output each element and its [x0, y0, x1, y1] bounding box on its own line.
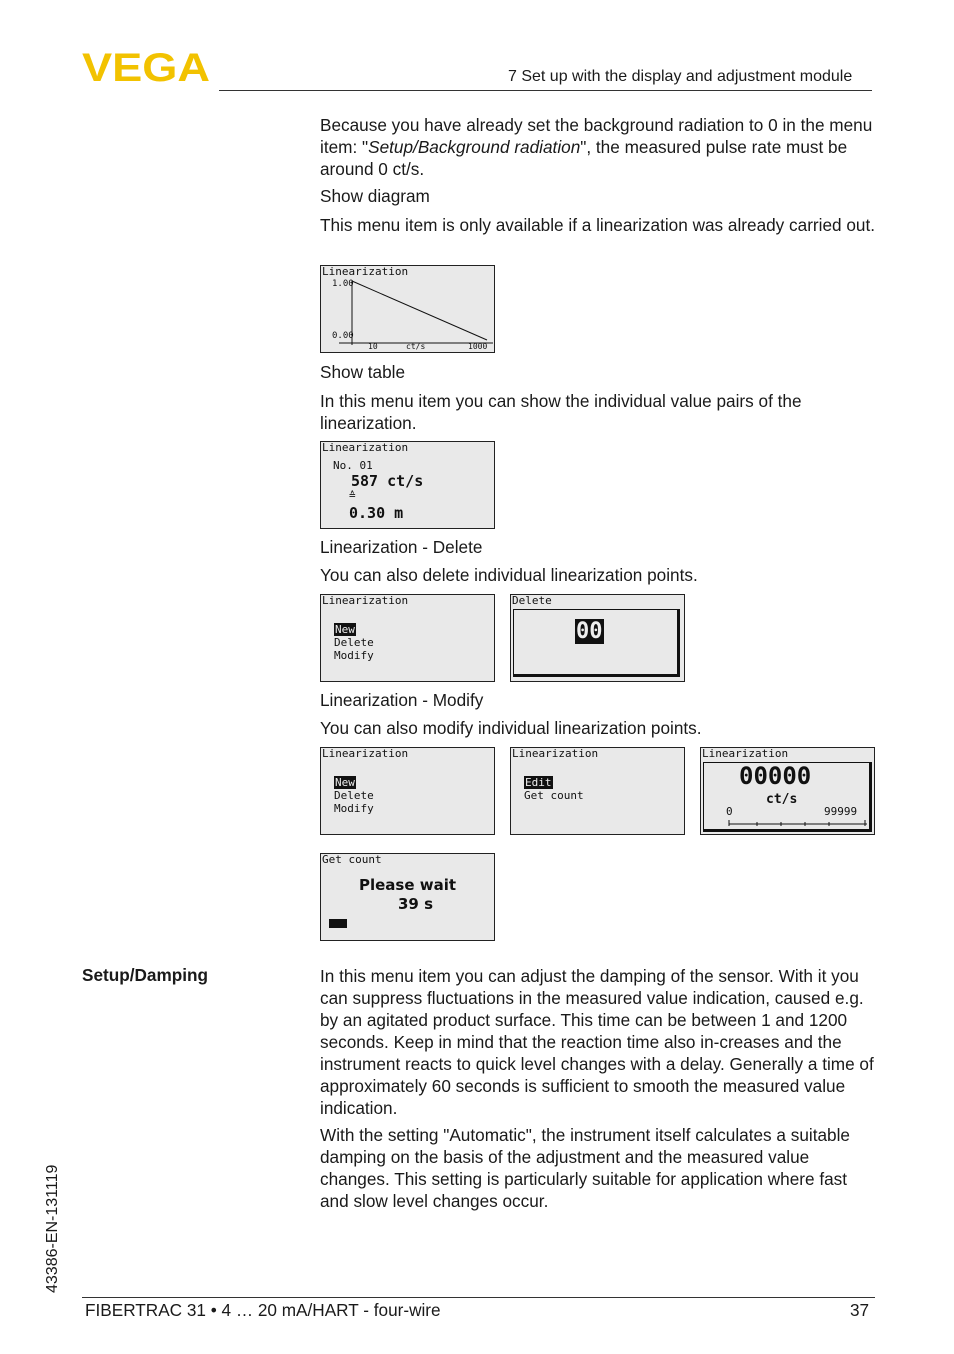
document-id: 43386-EN-131119 [44, 1164, 61, 1293]
damping-paragraph-2: With the setting "Automatic", the instrument itself calculates a suitable damping on the basis of the adjustment and the measured value changes. This setting is particularly suitable for application where fast and slow level changes occur. [320, 1125, 850, 1211]
entry-scale [701, 748, 875, 835]
page-number: 37 [850, 1300, 870, 1320]
show-diagram-heading: Show diagram [320, 186, 430, 206]
footer-divider [82, 1297, 875, 1298]
show-diagram-desc: This menu item is only available if a linearization was already carried out. [320, 215, 876, 235]
lcd-linearization-menu: Linearization New Delete Modify [320, 594, 495, 682]
modify-heading: Linearization - Modify [320, 690, 484, 710]
header-section-title: 7 Set up with the display and adjustment module [508, 68, 853, 85]
vega-logo [82, 50, 212, 84]
show-table-desc: In this menu item you can show the individual value pairs of the linearization. [320, 391, 802, 433]
linearization-curve [321, 266, 495, 353]
damping-paragraph-1: In this menu item you can adjust the damping of the sensor. With it you can suppress fluctuations in the measured value indication, caused e.g. by an agitated product surface. This time can be between 1 and 1200 seconds. Keep in mind that the reaction time also in-creases and the instrument reacts to quick level changes with a delay. Generally a time of approximately 60 seconds is sufficient to smooth the measured value indication. [320, 966, 874, 1118]
progress-bar [329, 919, 347, 928]
footer-product: FIBERTRAC 31 • 4 … 20 mA/HART - four-wire [85, 1300, 441, 1320]
lcd-linearization-table: Linearization No. 01 587 ct/s ≙ 0.30 m [320, 441, 495, 529]
lcd-edit-menu: Linearization Edit Get count [510, 747, 685, 835]
setup-damping-label: Setup/Damping [82, 965, 209, 985]
lcd-linearization-diagram: Linearization 1.00 0.00 10 ct/s 1000 [320, 265, 495, 353]
lcd-get-count: Get count Please wait 39 s [320, 853, 495, 941]
intro-paragraph: Because you have already set the background radiation to 0 in the menu item: "Setup/Background radiation", the measured pulse rate must be around 0 ct/s. [320, 115, 873, 179]
lcd-value-entry: Linearization 00000 ct/s 0 99999 [700, 747, 875, 835]
svg-text:VEGA: VEGA [82, 50, 210, 84]
show-table-heading: Show table [320, 362, 406, 382]
delete-desc: You can also delete individual linearization points. [320, 565, 698, 585]
header-divider [219, 90, 872, 91]
lcd-title: Linearization [322, 265, 409, 278]
lcd-linearization-menu-2: Linearization New Delete Modify [320, 747, 495, 835]
modify-desc: You can also modify individual linearization points. [320, 718, 702, 738]
delete-heading: Linearization - Delete [320, 537, 483, 557]
lcd-delete: Delete 00 [510, 594, 685, 682]
